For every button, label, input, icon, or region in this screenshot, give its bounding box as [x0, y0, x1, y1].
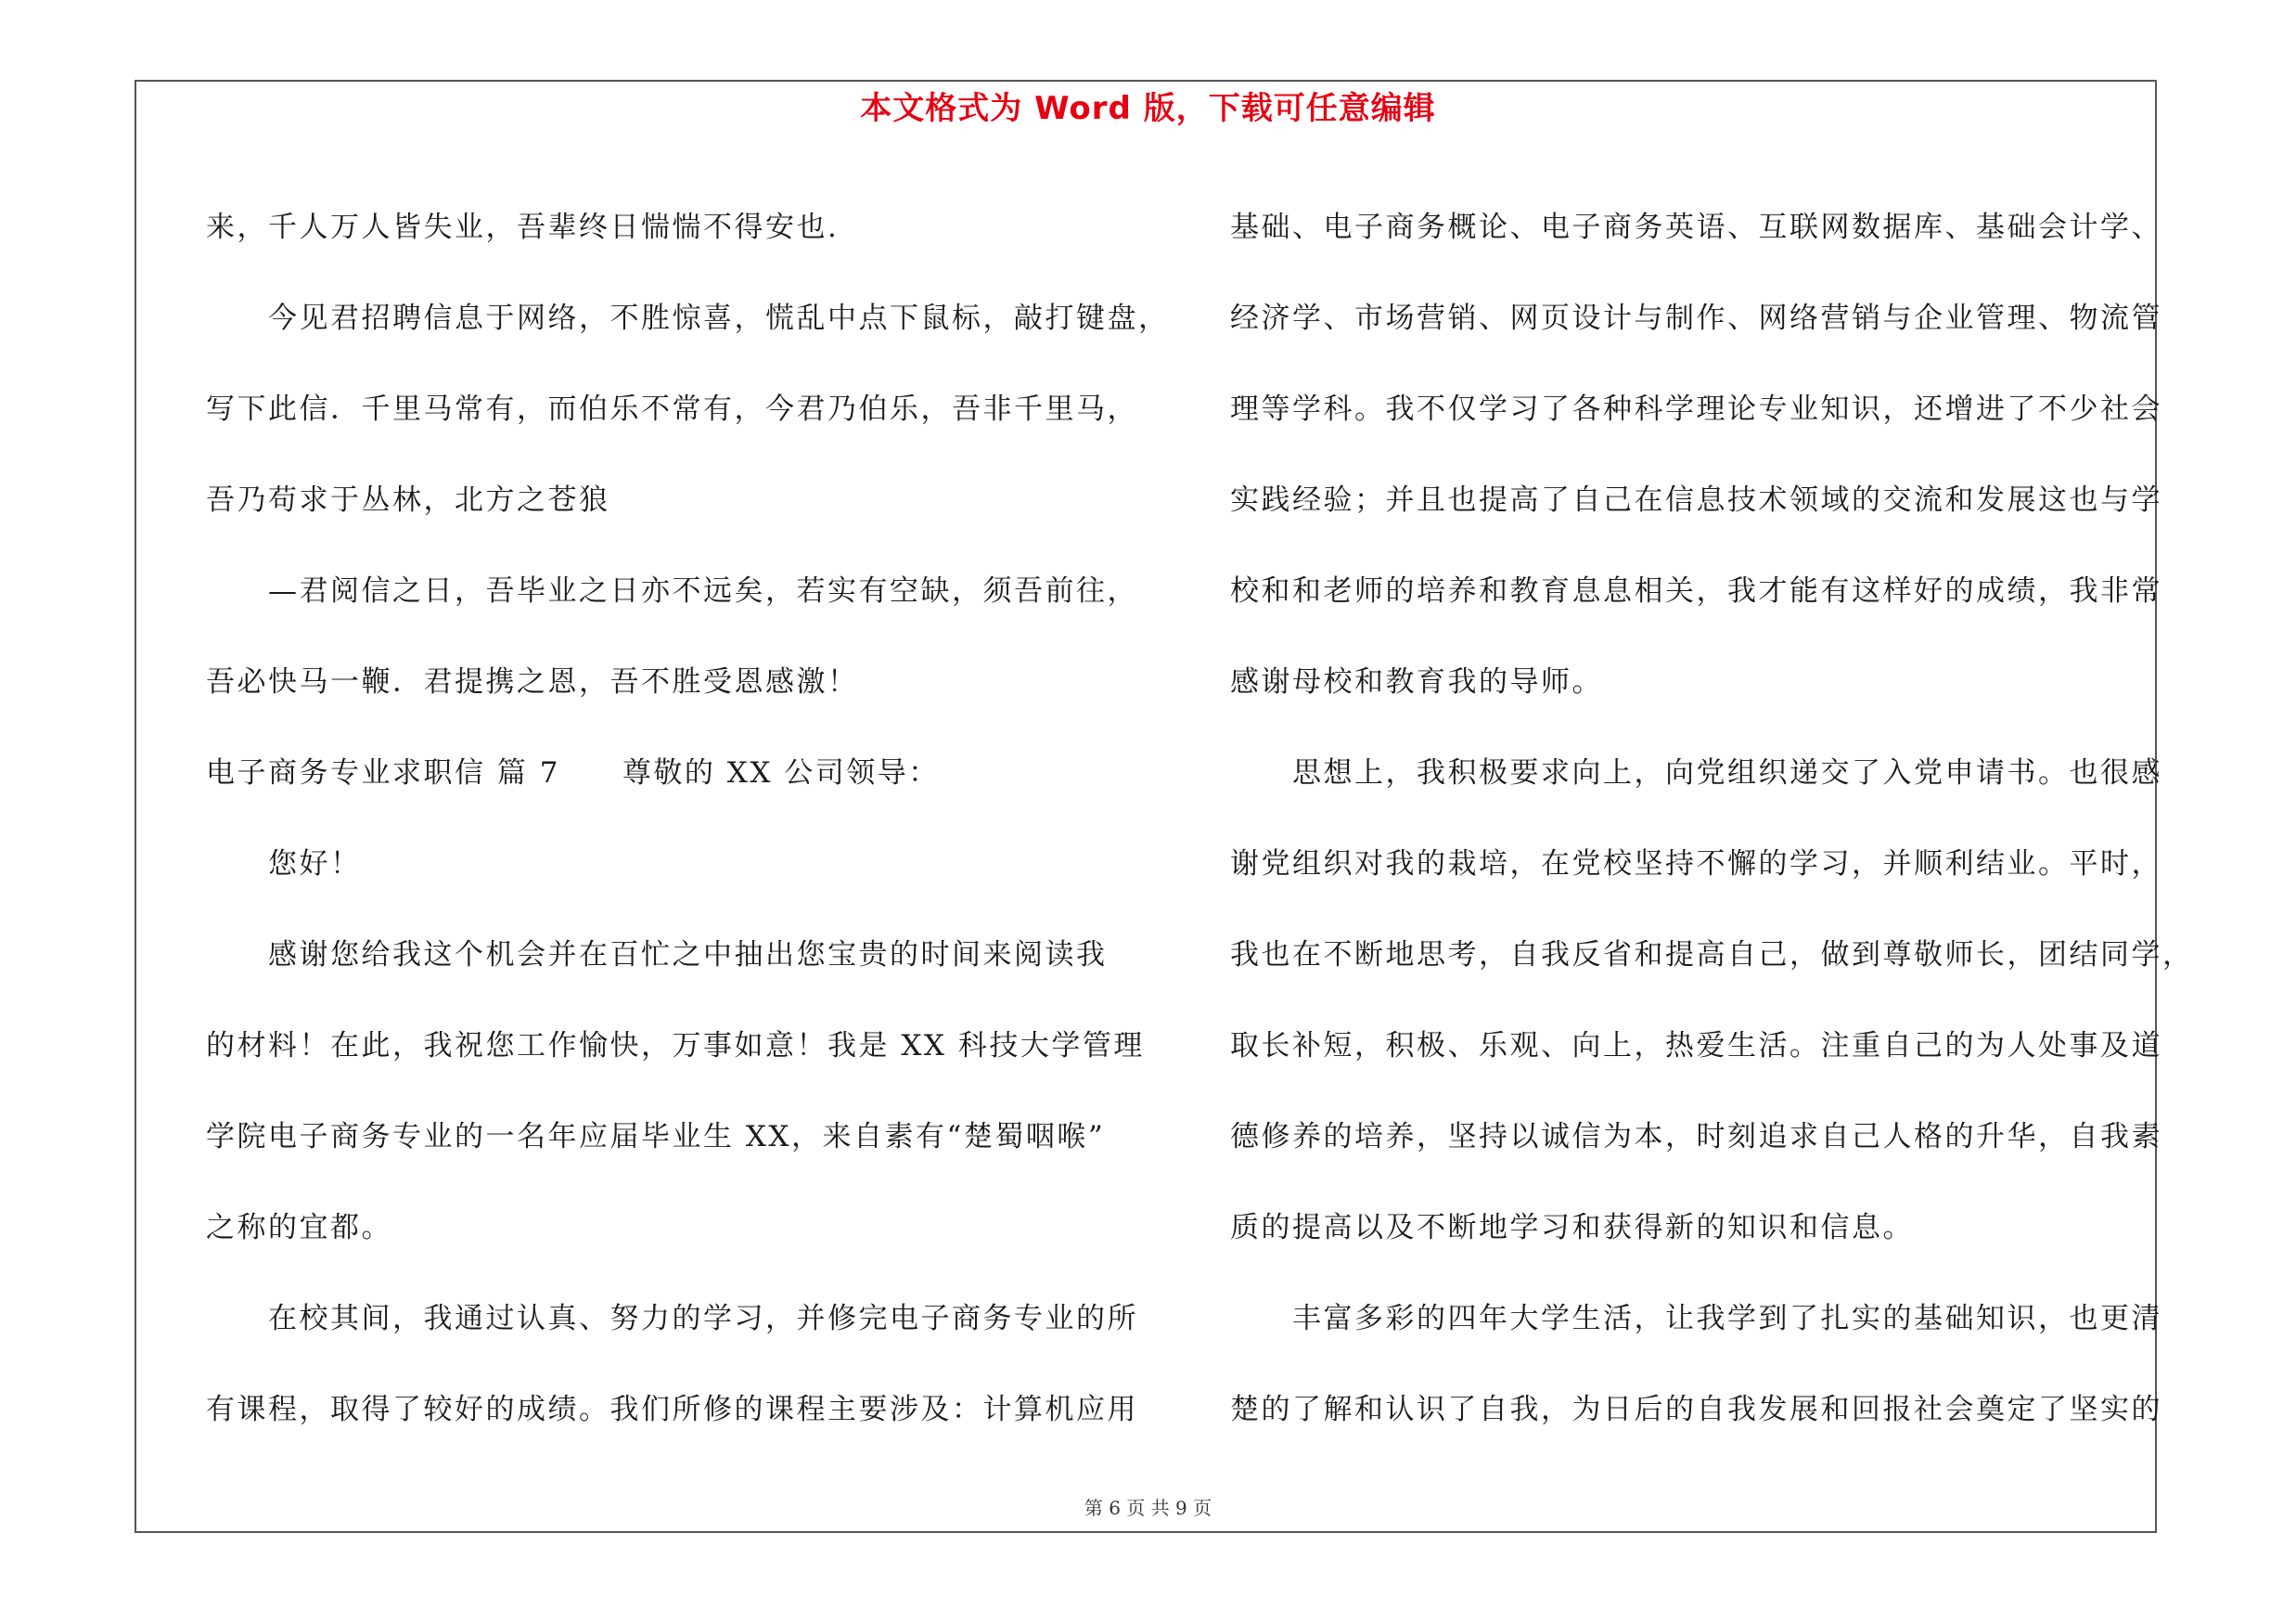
- text-line: 您好！: [206, 847, 362, 881]
- text-line: 有课程，取得了较好的成绩。我们所修的课程主要涉及：计算机应用: [206, 1393, 1138, 1426]
- right-column: [1230, 182, 2194, 1455]
- page-footer: [0, 1494, 2296, 1522]
- text-line: 基础、电子商务概论、电子商务英语、互联网数据库、基础会计学、: [1230, 211, 2162, 244]
- section-heading: 电子商务专业求职信 篇 7 尊敬的 XX 公司领导：: [206, 756, 940, 790]
- text-line: 的材料！在此，我祝您工作愉快，万事如意！我是 XX 科技大学管理: [206, 1029, 1145, 1063]
- text-line: 我也在不断地思考，自我反省和提高自己，做到尊敬师长，团结同学，: [1230, 938, 2194, 972]
- text-line: 理等学科。我不仅学习了各种科学理论专业知识，还增进了不少社会: [1230, 393, 2162, 426]
- text-line: —君阅信之日，吾毕业之日亦不远矣，若实有空缺，须吾前往，: [206, 574, 1138, 608]
- text-line: 感谢母校和教育我的导师。: [1230, 665, 1603, 699]
- text-line: 质的提高以及不断地学习和获得新的知识和信息。: [1230, 1211, 1914, 1244]
- text-line: 感谢您给我这个机会并在百忙之中抽出您宝贵的时间来阅读我: [206, 938, 1108, 972]
- text-line: 谢党组织对我的栽培，在党校坚持不懈的学习，并顺利结业。平时，: [1230, 847, 2162, 881]
- text-line: 吾必快马一鞭．君提携之恩，吾不胜受恩感激！: [206, 665, 859, 699]
- text-line: 取长补短，积极、乐观、向上，热爱生活。注重自己的为人处事及道: [1230, 1029, 2162, 1063]
- page-number: 第 6 页 共 9 页: [1084, 1497, 1212, 1519]
- text-line: 吾乃苟求于丛林，北方之苍狼: [206, 483, 610, 517]
- page-header: [0, 84, 2296, 134]
- text-line: 楚的了解和认识了自我，为日后的自我发展和回报社会奠定了坚实的: [1230, 1393, 2162, 1426]
- text-line: 写下此信．千里马常有，而伯乐不常有，今君乃伯乐，吾非千里马，: [206, 393, 1138, 426]
- text-line: 校和和老师的培养和教育息息相关，我才能有这样好的成绩，我非常: [1230, 574, 2162, 608]
- text-line: 丰富多彩的四年大学生活，让我学到了扎实的基础知识，也更清: [1230, 1302, 2162, 1335]
- left-column: [206, 182, 1170, 1455]
- text-line: 实践经验；并且也提高了自己在信息技术领域的交流和发展这也与学: [1230, 483, 2162, 517]
- text-line: 之称的宜都。: [206, 1211, 392, 1244]
- text-line: 思想上，我积极要求向上，向党组织递交了入党申请书。也很感: [1230, 756, 2162, 790]
- text-line: 经济学、市场营销、网页设计与制作、网络营销与企业管理、物流管: [1230, 302, 2162, 335]
- text-line: 德修养的培养，坚持以诚信为本，时刻追求自己人格的升华，自我素: [1230, 1120, 2162, 1153]
- text-line: 来，千人万人皆失业，吾辈终日惴惴不得安也.: [206, 211, 840, 244]
- text-line: 学院电子商务专业的一名年应届毕业生 XX，来自素有“楚蜀咽喉”: [206, 1120, 1106, 1153]
- text-line: 今见君招聘信息于网络，不胜惊喜，慌乱中点下鼠标，敲打键盘，: [206, 302, 1170, 335]
- text-line: 在校其间，我通过认真、努力的学习，并修完电子商务专业的所: [206, 1302, 1138, 1335]
- header-title: 本文格式为 Word 版，下载可任意编辑: [860, 90, 1436, 127]
